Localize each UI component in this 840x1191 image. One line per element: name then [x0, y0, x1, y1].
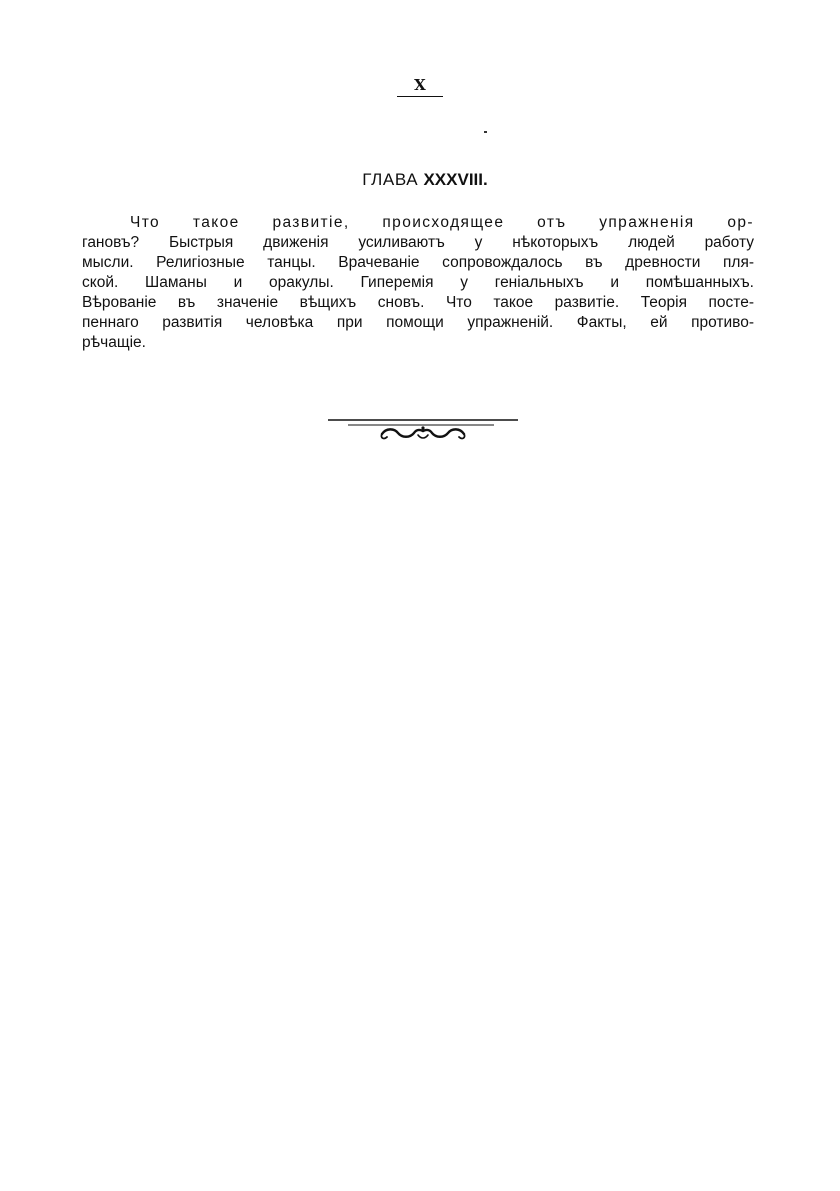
- summary-line: Вѣрованіе въ значеніе вѣщихъ сновъ. Что такое развитіе. Теорія посте-: [82, 294, 754, 311]
- summary-line: пеннаго развитія человѣка при помощи упражненій. Факты, ей противо-: [82, 314, 754, 331]
- chapter-numeral: XXXVIII.: [423, 170, 488, 189]
- summary-line: гановъ? Быстрыя движенія усиливаютъ у нѣкоторыхъ людей работу: [82, 234, 754, 251]
- page-number: X: [414, 76, 426, 94]
- summary-line: мысли. Религіозные танцы. Врачеваніе сопровождалось въ древности пля-: [82, 254, 754, 271]
- page-number-rule: [397, 96, 443, 97]
- summary-line: рѣчащіе.: [82, 334, 146, 351]
- summary-line: ской. Шаманы и оракулы. Гиперемія у геніальныхъ и помѣшанныхъ.: [82, 274, 754, 291]
- ink-speck: [484, 131, 487, 133]
- scroll-flourish-icon: [326, 414, 520, 444]
- chapter-heading: [300, 170, 550, 190]
- summary-line: Что такое развитіе, происходящее отъ упражненія ор-: [130, 214, 754, 231]
- chapter-summary: [82, 213, 754, 353]
- chapter-label: ГЛАВА: [362, 170, 419, 189]
